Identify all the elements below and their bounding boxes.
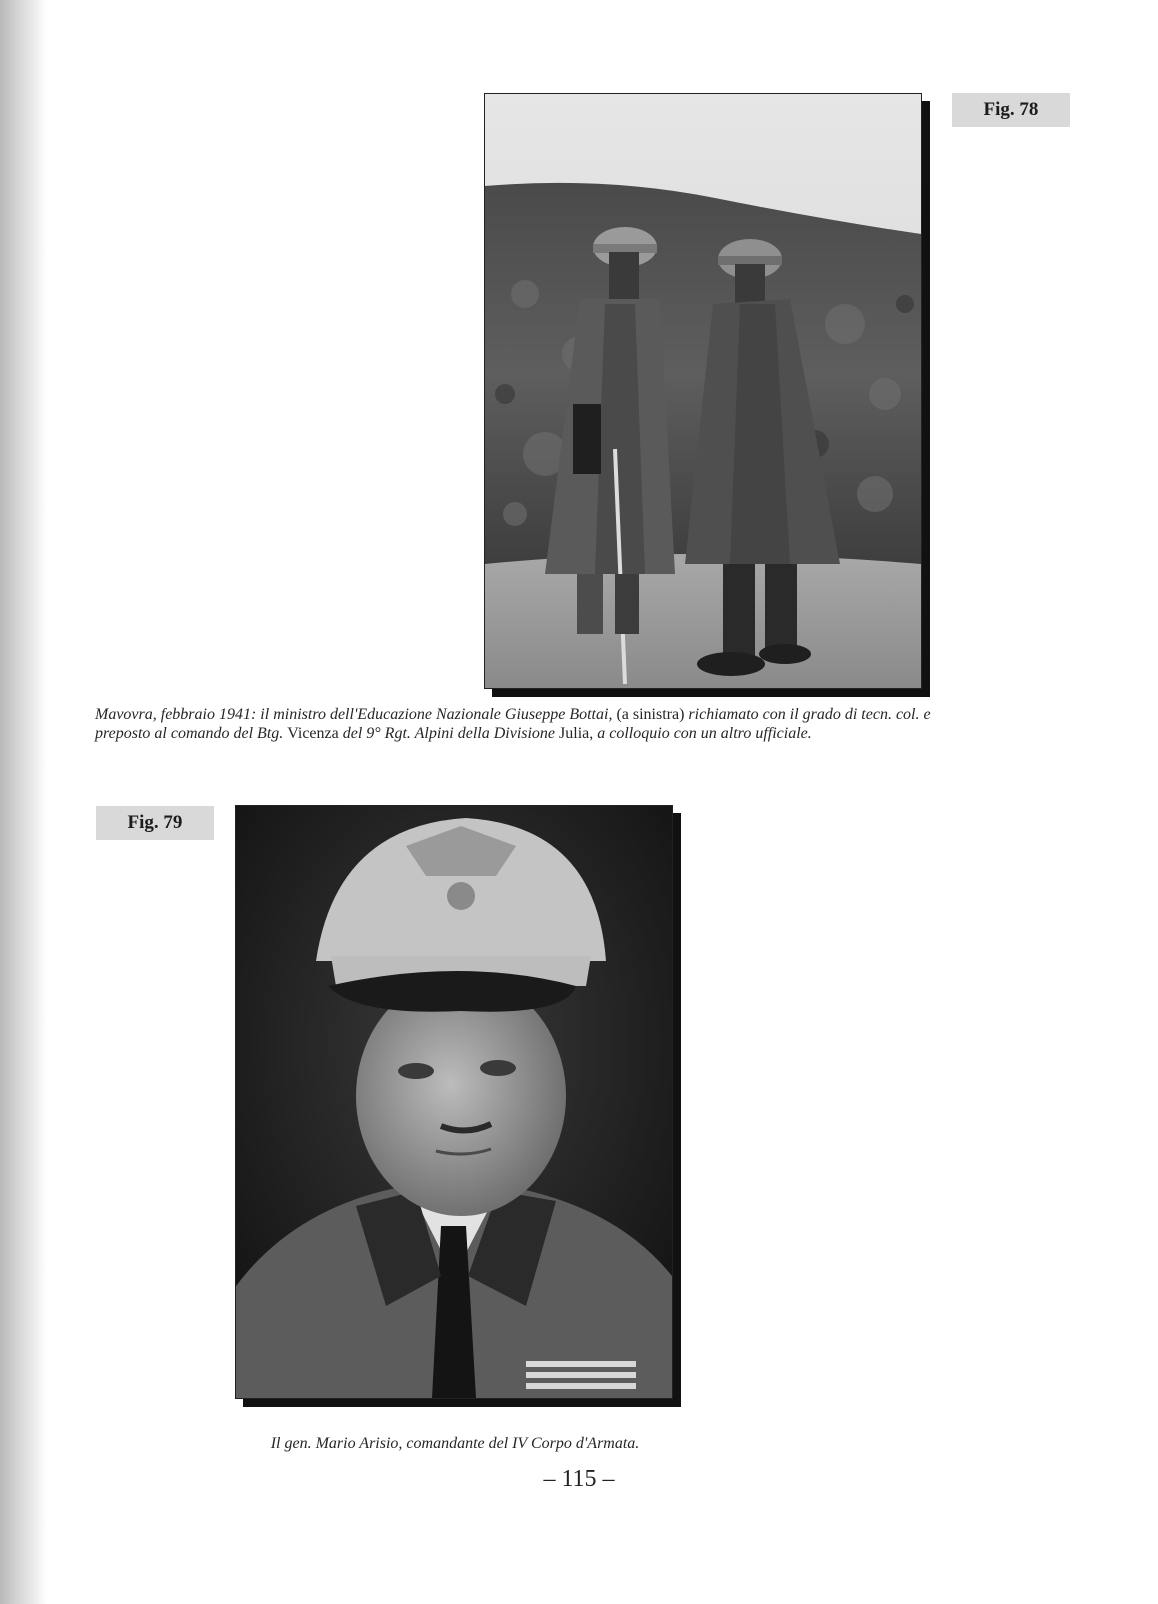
figure-78-caption xyxy=(95,705,935,743)
caption-78-text-1: Mavovra, febbraio 1941: il ministro dell'Educazione Nazionale Giuseppe Bottai, xyxy=(95,706,613,723)
figure-79-photo xyxy=(235,805,673,1399)
caption-78-text-3: richiamato con il grado di tecn. col. e preposto al comando del Btg. xyxy=(95,706,931,742)
caption-78-text-5: del 9° Rgt. Alpini della Divisione xyxy=(342,725,556,742)
page-binding-shadow xyxy=(0,0,46,1604)
soldiers-photo-image xyxy=(485,94,921,688)
figure-79-caption: Il gen. Mario Arisio, comandante del IV Corpo d'Armata. xyxy=(270,1435,640,1452)
caption-78-text-2: (a sinistra) xyxy=(616,706,685,723)
caption-78-text-4: Vicenza xyxy=(287,725,339,742)
page-number: – 115 – xyxy=(543,1466,615,1492)
caption-78-text-7: a colloquio con un altro ufficiale. xyxy=(597,725,812,742)
figure-78-photo xyxy=(484,93,922,689)
figure-78-label: Fig. 78 xyxy=(952,93,1070,127)
figure-79-label: Fig. 79 xyxy=(96,806,214,840)
caption-78-text-6: Julia, xyxy=(559,725,594,742)
general-portrait-image xyxy=(236,806,672,1398)
